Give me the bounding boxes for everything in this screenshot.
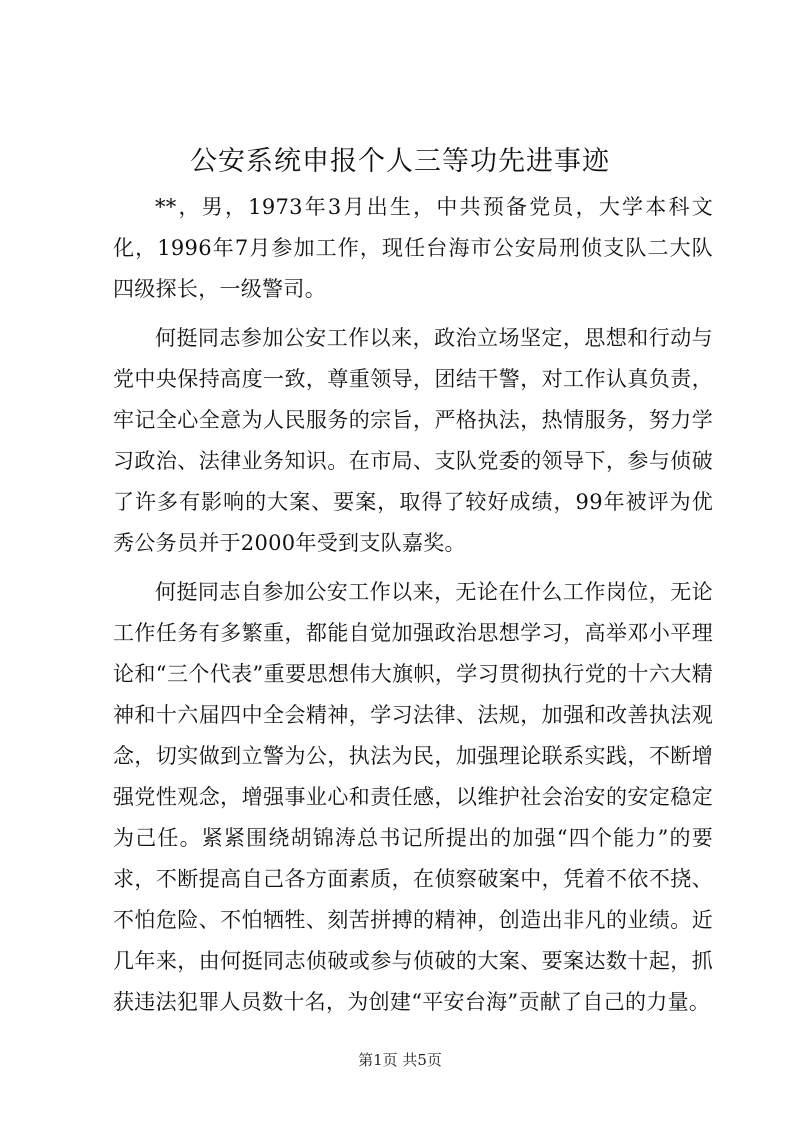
paragraph-intro: **，男，1973年3月出生，中共预备党员，大学本科文化，1996年7月参加工作，现任台海市公安局刑侦支队二大队四级探长，一级警司。 [113, 195, 713, 301]
document-title: 公安系统申报个人三等功先进事迹 [190, 146, 610, 177]
paragraph-achievements: 何挺同志自参加公安工作以来，无论在什么工作岗位，无论工作任务有多繁重，都能自觉加强政治思想学习，高举邓小平理论和“三个代表”重要思想伟大旗帜，学习贯彻执行党的十六大精神和十六届四中全会精神，学习法律、法规，加强和改善执法观念，切实做到立警为公，执法为民，加强理论联系实践，不断增强党性观念，增强事业心和责任感，以维护社会治安的安定稳定为己任。紧紧围绕胡锦涛总书记所提出的加强“四个能力”的要求，不断提高自己各方面素质，在侦察破案中，凭着不依不挠、不怕危险、不怕牺牲、刻苦拼搏的精神，创造出非凡的业绩。近几年来，由何挺同志侦破或参与侦破的大案、要案达数十起，抓获违法犯罪人员数十名，为创建“平安台海”贡献了自己的力量。 [113, 580, 713, 1014]
document-body [113, 187, 713, 1031]
page-number-footer: 第1页 共5页 [358, 1051, 442, 1069]
paragraph-political-stance: 何挺同志参加公安工作以来，政治立场坚定，思想和行动与党中央保持高度一致，尊重领导，团结干警，对工作认真负责，牢记全心全意为人民服务的宗旨，严格执法，热情服务，努力学习政治、法律业务知识。在市局、支队党委的领导下，参与侦破了许多有影响的大案、要案，取得了较好成绩，99年被评为优秀公务员并于2000年受到支队嘉奖。 [113, 326, 713, 555]
